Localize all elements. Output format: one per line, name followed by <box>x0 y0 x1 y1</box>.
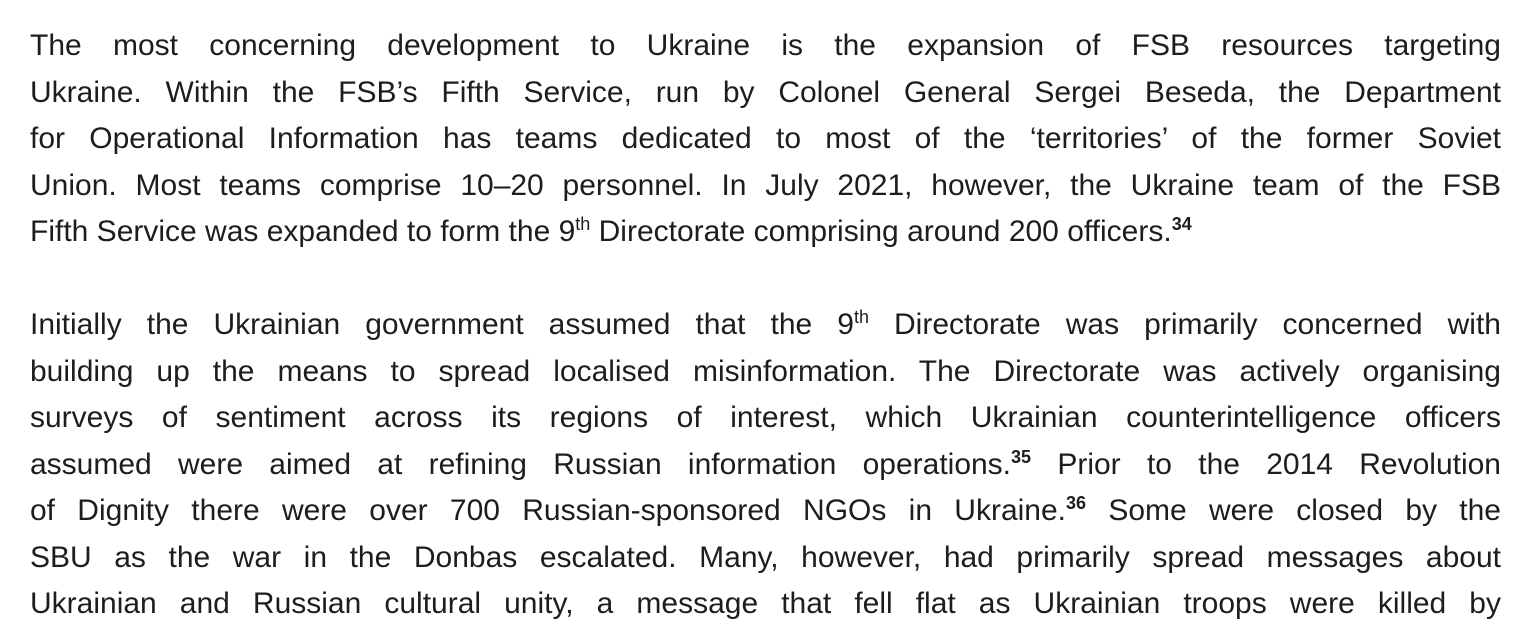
text-run: Directorate was primarily concerned with <box>868 308 1501 341</box>
text-run: building up the means to spread localised misinformation. The Directorate was actively organising <box>30 354 1501 388</box>
text-line <box>30 488 1501 535</box>
footnote-reference: 34 <box>1171 214 1192 234</box>
footnote-reference: 36 <box>1066 493 1087 513</box>
paragraph-1 <box>30 23 1501 256</box>
ordinal-superscript: th <box>575 214 591 234</box>
text-line <box>30 395 1501 442</box>
text-line <box>30 302 1501 349</box>
text-line <box>30 70 1501 117</box>
ordinal-superscript: th <box>853 307 869 327</box>
text-run: Ukrainian and Russian cultural unity, a message that fell flat as Ukrainian troops were killed by <box>30 587 1501 620</box>
text-run: Prior to the 2014 Revolution <box>1031 447 1501 481</box>
text-line <box>30 163 1501 210</box>
text-run: surveys of sentiment across its regions of interest, which Ukrainian counterintelligence officers <box>30 401 1501 434</box>
text-run: Union. Most teams comprise 10–20 personnel. In July 2021, however, the Ukraine team of the FSB <box>30 168 1501 202</box>
text-run: The most concerning development to Ukraine is the expansion of FSB resources targeting <box>30 29 1501 62</box>
text-run: Initially the Ukrainian government assumed that the 9 <box>30 308 854 341</box>
text-run: Fifth Service was expanded to form the 9 <box>30 215 576 248</box>
text-run: assumed were aimed at refining Russian information operations. <box>30 447 1012 481</box>
text-run: Directorate comprising around 200 officers. <box>590 215 1172 248</box>
text-run: SBU as the war in the Donbas escalated. Many, however, had primarily spread messages about <box>30 540 1501 574</box>
text-line <box>30 349 1501 396</box>
text-line <box>30 442 1501 489</box>
text-line <box>30 581 1501 628</box>
text-line <box>30 535 1501 582</box>
text-line <box>30 116 1501 163</box>
text-line <box>30 23 1501 70</box>
text-line <box>30 209 1501 256</box>
text-run: Some were closed by the <box>1086 494 1501 527</box>
paragraph-2 <box>30 302 1501 628</box>
text-run: for Operational Information has teams dedicated to most of the ‘territories’ of the former Soviet <box>30 122 1501 155</box>
text-run: of Dignity there were over 700 Russian-sponsored NGOs in Ukraine. <box>30 494 1067 527</box>
text-run: Ukraine. Within the FSB’s Fifth Service, run by Colonel General Sergei Beseda, the Department <box>30 75 1501 109</box>
footnote-reference: 35 <box>1011 446 1032 467</box>
